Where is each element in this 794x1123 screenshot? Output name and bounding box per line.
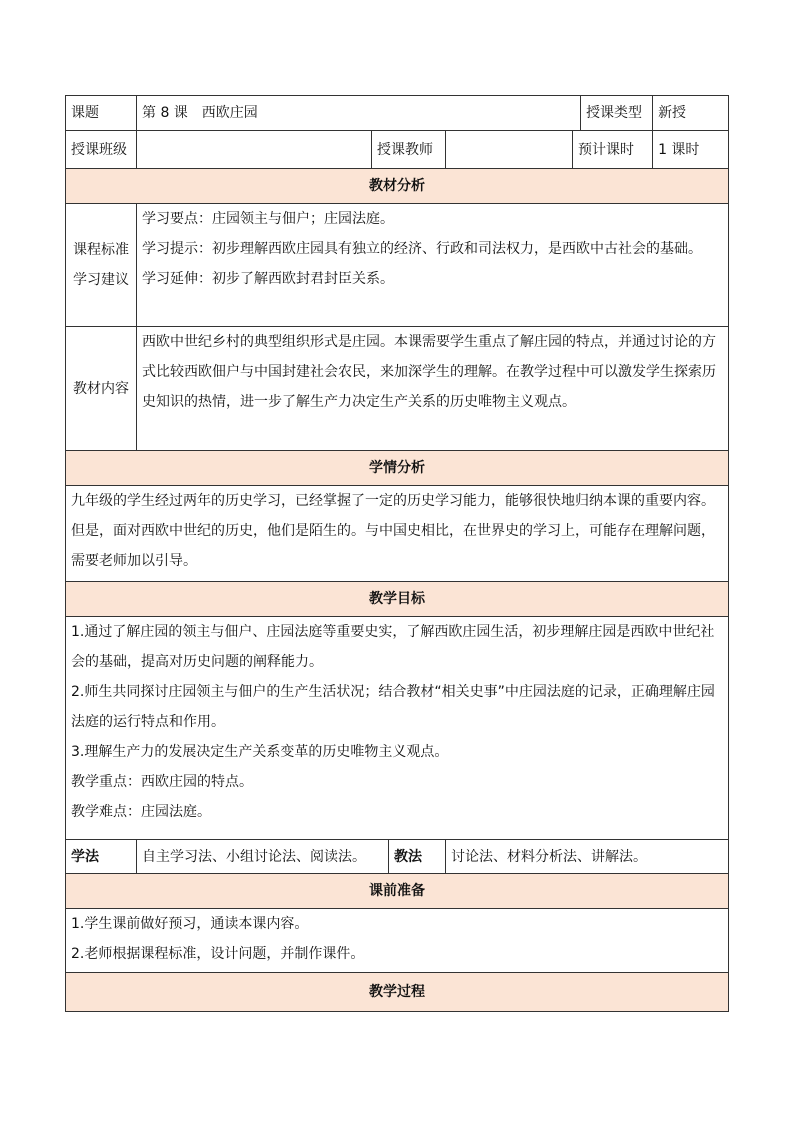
row-objectives bbox=[66, 617, 729, 840]
row-process-header bbox=[66, 973, 729, 1012]
study-method-value: 自主学习法、小组讨论法、阅读法。 bbox=[137, 840, 389, 874]
standard-line-1: 学习要点：庄园领主与佃户；庄园法庭。 bbox=[142, 211, 394, 227]
topic-label: 课题 bbox=[66, 96, 137, 131]
teacher-value bbox=[446, 131, 573, 169]
study-method-label: 学法 bbox=[66, 840, 137, 874]
row-methods bbox=[66, 840, 729, 874]
topic-value: 第 8 课 西欧庄园 bbox=[137, 96, 581, 131]
standard-line-2: 学习提示：初步理解西欧庄园具有独立的经济、行政和司法权力，是西欧中古社会的基础。 bbox=[142, 241, 702, 257]
preparation-header: 课前准备 bbox=[66, 874, 729, 909]
preparation-content bbox=[66, 909, 729, 973]
objective-item-2: 2.师生共同探讨庄园领主与佃户的生产生活状况；结合教材“相关史事”中庄园法庭的记录，正确理解庄园法庭的运行特点和作用。 bbox=[71, 684, 715, 730]
row-class bbox=[66, 131, 729, 169]
row-textbook-content bbox=[66, 327, 729, 451]
class-label: 授课班级 bbox=[66, 131, 137, 169]
objectives-content bbox=[66, 617, 729, 840]
lesson-type-label: 授课类型 bbox=[581, 96, 653, 131]
student-analysis-text: 九年级的学生经过两年的历史学习，已经掌握了一定的历史学习能力，能够很快地归纳本课的重要内容。但是，面对西欧中世纪的历史，他们是陌生的。与中国史相比，在世界史的学习上，可能存在理解问题，需要老师加以引导。 bbox=[66, 486, 729, 582]
lesson-plan bbox=[65, 95, 728, 1012]
lesson-plan-table bbox=[65, 95, 729, 1012]
hours-label: 预计课时 bbox=[573, 131, 653, 169]
row-topic bbox=[66, 96, 729, 131]
course-standard-label: 课程标准学习建议 bbox=[66, 204, 137, 327]
objective-item-1: 1.通过了解庄园的领主与佃户、庄园法庭等重要史实，了解西欧庄园生活，初步理解庄园是西欧中世纪社会的基础，提高对历史问题的阐释能力。 bbox=[71, 624, 715, 670]
objective-item-3: 3.理解生产力的发展决定生产关系变革的历史唯物主义观点。 bbox=[71, 744, 449, 760]
textbook-analysis-header: 教材分析 bbox=[66, 169, 729, 204]
textbook-content-text: 西欧中世纪乡村的典型组织形式是庄园。本课需要学生重点了解庄园的特点，并通过讨论的方式比较西欧佃户与中国封建社会农民，来加深学生的理解。在教学过程中可以激发学生探索历史知识的热情，进一步了解生产力决定生产关系的历史唯物主义观点。 bbox=[137, 327, 729, 451]
teacher-label: 授课教师 bbox=[372, 131, 446, 169]
row-student-analysis-header bbox=[66, 451, 729, 486]
preparation-item-2: 2.老师根据课程标准，设计问题，并制作课件。 bbox=[71, 946, 365, 962]
lesson-type-value: 新授 bbox=[653, 96, 729, 131]
preparation-item-1: 1.学生课前做好预习，通读本课内容。 bbox=[71, 916, 309, 932]
course-standard-content bbox=[137, 204, 729, 327]
row-course-standard bbox=[66, 204, 729, 327]
difficult-point: 教学难点：庄园法庭。 bbox=[71, 804, 211, 820]
row-textbook-analysis-header bbox=[66, 169, 729, 204]
student-analysis-header: 学情分析 bbox=[66, 451, 729, 486]
teach-method-label: 教法 bbox=[389, 840, 446, 874]
standard-line-3: 学习延伸：初步了解西欧封君封臣关系。 bbox=[142, 271, 394, 287]
textbook-content-label: 教材内容 bbox=[66, 327, 137, 451]
key-point: 教学重点：西欧庄园的特点。 bbox=[71, 774, 253, 790]
row-student-analysis bbox=[66, 486, 729, 582]
objectives-header: 教学目标 bbox=[66, 582, 729, 617]
class-value bbox=[137, 131, 372, 169]
row-objectives-header bbox=[66, 582, 729, 617]
hours-value: 1 课时 bbox=[653, 131, 729, 169]
process-header: 教学过程 bbox=[66, 973, 729, 1012]
teach-method-value: 讨论法、材料分析法、讲解法。 bbox=[446, 840, 729, 874]
row-preparation bbox=[66, 909, 729, 973]
row-preparation-header bbox=[66, 874, 729, 909]
